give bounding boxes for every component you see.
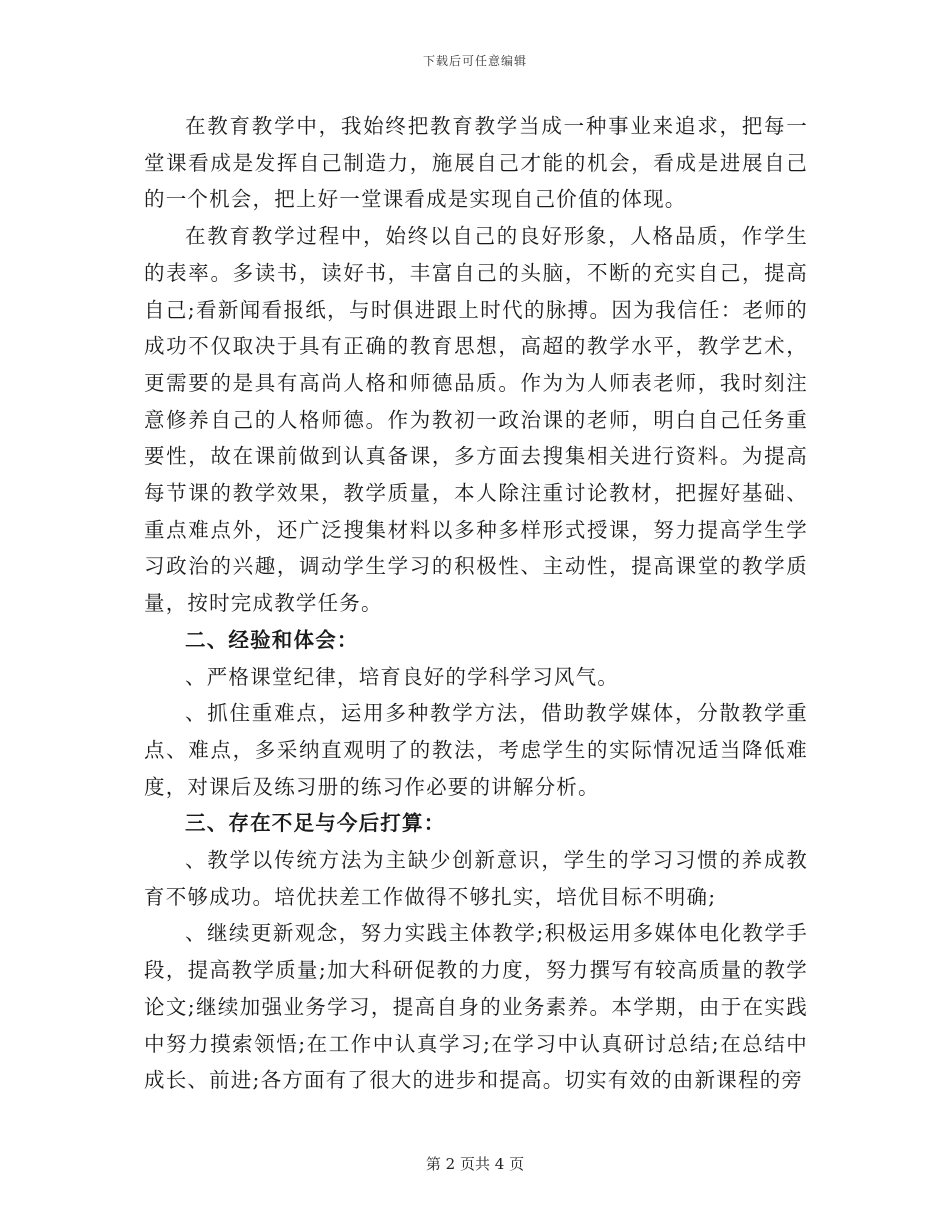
- paragraph-teaching-career: 在教育教学中，我始终把教育教学当成一种事业来追求，把每一堂课看成是发挥自己制造力，施展自己才能的机会，看成是进展自己的一个机会，把上好一堂课看成是实现自己价值的体现。: [144, 114, 808, 212]
- section-heading-experience: 二、经验和体会：: [185, 627, 359, 652]
- paragraph-future-plans: 、继续更新观念，努力实践主体教学;积极运用多媒体电化教学手段，提高教学质量;加大科研促教的力度，努力撰写有较高质量的教学论文;继续加强业务学习，提高自身的业务素养。本学期，由于在实践中努力摸索领悟;在工作中认真学习;在学习中认真研讨总结;在总结中成长、前进;各方面有了很大的进步和提高。切实有效的由新课程的旁: [144, 921, 808, 1093]
- paragraph-teaching-process: 在教育教学过程中，始终以自己的良好形象，人格品质，作学生的表率。多读书，读好书，丰富自己的头脑，不断的充实自己，提高自己;看新闻看报纸，与时俱进跟上时代的脉搏。因为我信任：老师的成功不仅取决于具有正确的教育思想，高超的教学水平，教学艺术，更需要的是具有高尚人格和师德品质。作为为人师表老师，我时刻注意修养自己的人格师德。作为教初一政治课的老师，明白自己任务重要性，故在课前做到认真备课，多方面去搜集相关进行资料。为提高每节课的教学效果，教学质量，本人除注重讨论教材，把握好基础、重点难点外，还广泛搜集材料以多种多样形式授课，努力提高学生学习政治的兴趣，调动学生学习的积极性、主动性，提高课堂的教学质量，按时完成教学任务。: [144, 224, 808, 616]
- section-heading-shortcomings: 三、存在不足与今后打算：: [185, 811, 446, 836]
- page-footer: 第 2 页共 4 页: [425, 1155, 525, 1173]
- paragraph-shortcomings: 、教学以传统方法为主缺少创新意识，学生的学习习惯的养成教育不够成功。培优扶差工作做得不够扎实，培优目标不明确;: [144, 848, 808, 909]
- paragraph-key-difficulties: 、抓住重难点，运用多种教学方法，借助教学媒体，分散教学重点、难点，多采纳直观明了的教法，考虑学生的实际情况适当降低难度，对课后及练习册的练习作必要的讲解分析。: [144, 701, 808, 799]
- paragraph-classroom-discipline: 、严格课堂纪律，培育良好的学科学习风气。: [185, 664, 619, 689]
- page-header: 下载后可任意编辑: [422, 54, 527, 68]
- document-body: [144, 108, 808, 1099]
